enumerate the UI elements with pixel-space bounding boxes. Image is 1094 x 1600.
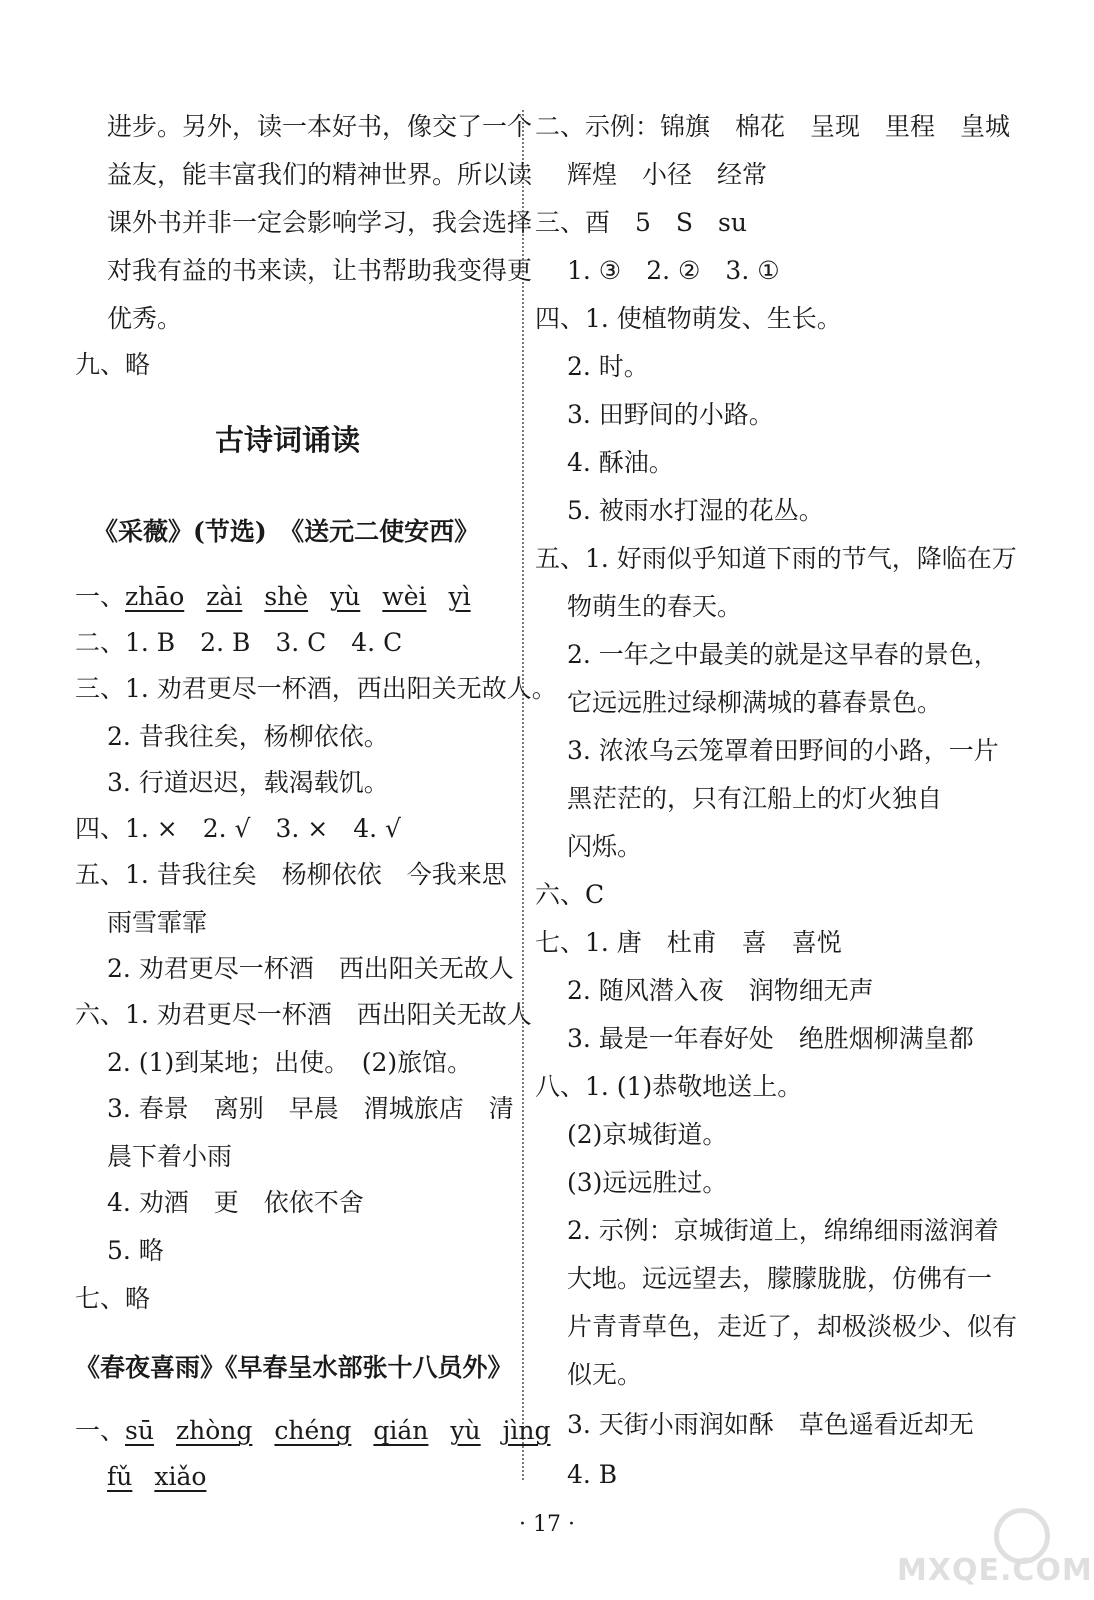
- answer-line: 片青青草色，走近了，却极淡极少、似有: [567, 1312, 1018, 1341]
- pinyin-word: sū: [125, 1416, 154, 1445]
- intro-line: 对我有益的书来读，让书帮助我变得更: [107, 256, 533, 285]
- pinyin-word: chéng: [274, 1416, 352, 1445]
- answer-line: 大地。远远望去，朦朦胧胧，仿佛有一: [567, 1264, 993, 1293]
- answer-line: 3. 行道迟迟，载渴载饥。: [107, 768, 389, 797]
- answer-line: 雨雪霏霏: [107, 908, 208, 937]
- pinyin-word: qián: [373, 1416, 429, 1445]
- watermark-text: MXQE.COM: [897, 1553, 1093, 1588]
- pinyin-line: [75, 1462, 206, 1492]
- answer-line: 三、酉 5 S su: [535, 208, 747, 237]
- answer-line: 七、1. 唐 杜甫 喜 喜悦: [535, 928, 842, 957]
- answer-line: 3. 田野间的小路。: [567, 400, 774, 429]
- answer-line: 辉煌 小径 经常: [567, 160, 768, 189]
- answer-line: (2)京城街道。: [567, 1120, 728, 1149]
- answer-line: 六、1. 劝君更尽一杯酒 西出阳关无故人: [75, 1000, 532, 1029]
- answer-line: 二、1. B 2. B 3. C 4. C: [75, 628, 403, 657]
- answer-line: 3. 最是一年春好处 绝胜烟柳满皇都: [567, 1024, 974, 1053]
- answer-line: 4. 酥油。: [567, 448, 674, 477]
- answer-line: 3. 春景 离别 早晨 渭城旅店 清: [107, 1094, 514, 1123]
- column-divider: [522, 110, 524, 1480]
- answer-line: 2. 一年之中最美的就是这早春的景色，: [567, 640, 999, 669]
- poem-subtitle-2: 《春夜喜雨》《早春呈水部张十八员外》: [75, 1353, 513, 1382]
- poem-subtitle-1: 《采薇》(节选) 《送元二使安西》: [93, 517, 480, 546]
- answer-line: 4. B: [567, 1460, 618, 1489]
- answer-line: 五、1. 好雨似乎知道下雨的节气，降临在万: [535, 544, 1017, 573]
- answer-line: 2. 劝君更尽一杯酒 西出阳关无故人: [107, 954, 514, 983]
- question-number: 一、: [75, 1416, 126, 1445]
- pinyin-word: yù: [450, 1416, 481, 1445]
- answer-line: 物萌生的春天。: [567, 592, 743, 621]
- answer-line: 2. 示例：京城街道上，绵绵细雨滋润着: [567, 1216, 999, 1245]
- watermark: [879, 1502, 1093, 1592]
- answer-line: 3. 天街小雨润如酥 草色遥看近却无: [567, 1410, 974, 1439]
- pinyin-word: zhòng: [175, 1416, 253, 1445]
- answer-line: 似无。: [567, 1360, 643, 1389]
- pinyin-word: shè: [264, 582, 309, 611]
- answer-line: 5. 略: [107, 1236, 164, 1265]
- intro-line: 进步。另外，读一本好书，像交了一个: [107, 112, 533, 141]
- pinyin-word: zhāo: [125, 582, 185, 611]
- answer-line: 八、1. (1)恭敬地送上。: [535, 1072, 803, 1101]
- pinyin-word: yù: [330, 582, 361, 611]
- answer-line: 它远远胜过绿柳满城的暮春景色。: [567, 688, 943, 717]
- answer-line: 晨下着小雨: [107, 1142, 233, 1171]
- answer-line: 4. 劝酒 更 依依不舍: [107, 1188, 364, 1217]
- answer-line: 闪烁。: [567, 832, 643, 861]
- answer-line: 三、1. 劝君更尽一杯酒，西出阳关无故人。: [75, 674, 557, 703]
- pinyin-word: fǔ: [107, 1462, 133, 1491]
- intro-line: 益友，能丰富我们的精神世界。所以读: [107, 160, 533, 189]
- pinyin-word: xiǎo: [154, 1462, 207, 1491]
- answer-line: 黑茫茫的，只有江船上的灯火独自: [567, 784, 943, 813]
- intro-line: 课外书并非一定会影响学习，我会选择: [107, 208, 533, 237]
- answer-line: 2. 随风潜入夜 润物细无声: [567, 976, 874, 1005]
- answer-line: 四、1. 使植物萌发、生长。: [535, 304, 842, 333]
- pinyin-word: yì: [448, 582, 471, 611]
- pinyin-word: zài: [206, 582, 243, 611]
- section-title: 古诗词诵读: [215, 423, 361, 457]
- answer-line: 3. 浓浓乌云笼罩着田野间的小路，一片: [567, 736, 999, 765]
- answer-line: 2. (1)到某地；出使。 (2)旅馆。: [107, 1048, 473, 1077]
- pinyin-line: [75, 582, 471, 612]
- intro-line: 优秀。: [107, 304, 183, 333]
- answer-line: 四、1. × 2. √ 3. × 4. √: [75, 814, 401, 843]
- page-number: · 17 ·: [519, 1512, 575, 1537]
- answer-line: 五、1. 昔我往矣 杨柳依依 今我来思: [75, 860, 507, 889]
- answer-line: 七、略: [75, 1284, 151, 1313]
- answer-line: 2. 昔我往矣，杨柳依依。: [107, 722, 389, 751]
- question-number: 一、: [75, 582, 126, 611]
- answer-line: 2. 时。: [567, 352, 649, 381]
- pinyin-word: wèi: [382, 582, 427, 611]
- pinyin-line: [75, 1416, 551, 1446]
- answer-line: 二、示例：锦旗 棉花 呈现 里程 皇城: [535, 112, 1011, 141]
- answer-line: 1. ③ 2. ② 3. ①: [567, 256, 780, 285]
- answer-line: 5. 被雨水打湿的花丛。: [567, 496, 824, 525]
- answer-nine: 九、略: [75, 350, 151, 379]
- answer-line: (3)远远胜过。: [567, 1168, 728, 1197]
- answer-line: 六、C: [535, 880, 605, 909]
- pinyin-word: jìng: [502, 1416, 551, 1445]
